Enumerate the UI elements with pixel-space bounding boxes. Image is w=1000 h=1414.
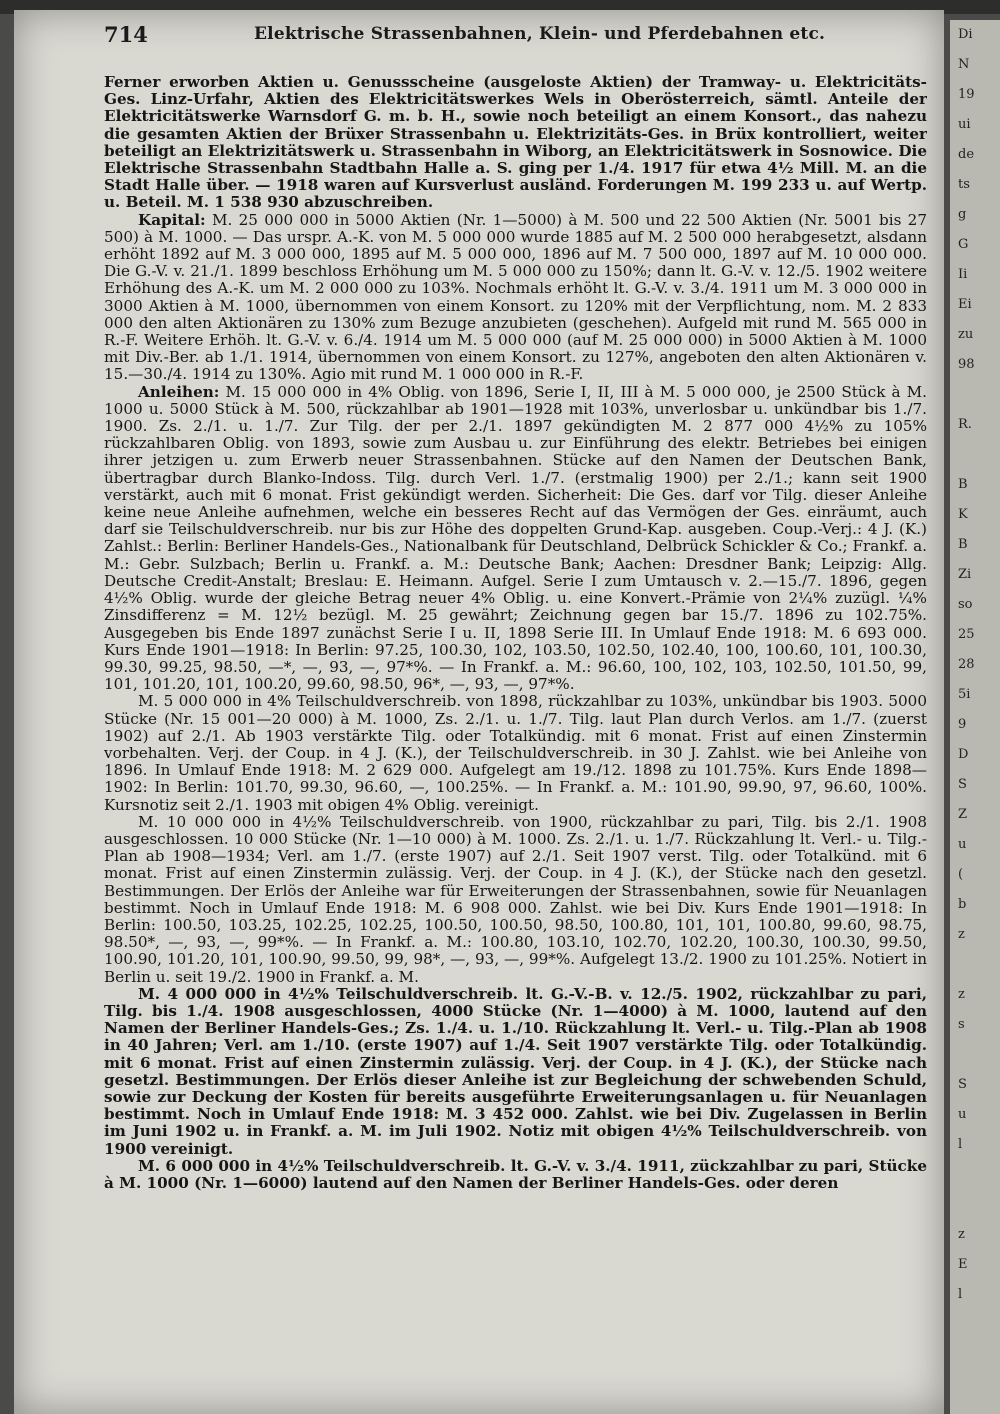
paragraph-loan-1902 <box>104 986 927 1158</box>
paragraph-text: M. 6 000 000 in 4½% Teilschuldverschreib. lt. G.-V. v. 3./4. 1911, zückzahlbar zu pari, Stücke à M. 1000 (Nr. 1—6000) lautend auf den Namen der Berliner Handels-Ges. oder deren <box>104 1156 927 1192</box>
paragraph-text: M. 25 000 000 in 5000 Aktien (Nr. 1—5000) à M. 500 und 22 500 Aktien (Nr. 5001 bis 27 500) à M. 1000. — Das urspr. A.-K. von M. 5 000 000 wurde 1885 auf M. 2 500 000 herabgesetzt, alsdann erhöht 1892 auf M. 3 000 000, 1895 auf M. 5 000 000, 1896 auf M. 7 500 000, 1897 auf M. 10 000 000. Die G.-V. v. 21./1. 1899 beschloss Erhöhung um M. 5 000 000 zu 150%; dann lt. G.-V. v. 12./5. 1902 weitere Erhöhung des A.-K. um M. 2 000 000 zu 103%. Nochmals erhöht lt. G.-V. v. 3./4. 1911 um M. 3 000 000 in 3000 Aktien à M. 1000, übernommen von einem Konsort. zu 120% mit der Verpflichtung, nom. M. 2 833 000 den alten Aktionären zu 130% zum Bezuge anzubieten (geschehen). Aufgeld mit rund M. 565 000 in R.-F. Weitere Erhöh. lt. G.-V. v. 6./4. 1914 um M. 5 000 000 (auf M. 25 000 000) in 5000 Aktien à M. 1000 mit Div.-Ber. ab 1./1. 1914, übernommen von einem Konsort. zu 127%, angeboten den alten Aktionären v. 15.—30./4. 1914 zu 130%. Agio mit rund M. 1 000 000 in R.-F. <box>104 210 927 384</box>
paragraph-loan-1898 <box>104 693 927 813</box>
paragraph-holdings <box>104 74 927 212</box>
section-heading-anleihen: Anleihen: <box>138 382 220 401</box>
document-page <box>14 10 944 1414</box>
paragraph-text: Ferner erworben Aktien u. Genussscheine (ausgeloste Aktien) der Tramway- u. Elektricitäts-Ges. Linz-Urfahr, Aktien des Elektricitätswerkes Wels in Oberösterreich, sämtl. Anteile der Elektricitätswerke Warnsdorf G. m. b. H., sowie noch beteiligt an einem Konsort., das nahezu die gesamten Aktien der Brüxer Strassenbahn u. Elektrizitäts-Ges. in Brüx kontrolliert, weiter beteiligt an Elektrizitätswerk u. Strassenbahn in Wiborg, an Elektricitätswerk in Sosnowice. Die Elektrische Strassenbahn Stadtbahn Halle a. S. ging per 1./4. 1917 für etwa 4½ Mill. M. an die Stadt Halle über. — 1918 waren auf Kursverlust ausländ. Forderungen M. 199 233 u. auf Wertp. u. Beteil. M. 1 538 930 abzuschreiben. <box>104 74 927 212</box>
page-header <box>104 16 934 50</box>
paragraph-text: M. 4 000 000 in 4½% Teilschuldverschreib. lt. G.-V.-B. v. 12./5. 1902, rückzahlbar zu pari, Tilg. bis 1./4. 1908 ausgeschlossen, 4000 Stücke (Nr. 1—4000) à M. 1000, lautend auf den Namen der Berliner Handels-Ges.; Zs. 1./4. u. 1./10. Rückzahlung lt. Verl.- u. Tilg.-Plan ab 1908 in 40 Jahren; Verl. am 1./10. (erste 1907) auf 1./4. Seit 1907 verstärkte Tilg. oder Totalkündig. mit 6 monat. Frist auf einen Zinstermin zulässig. Verj. der Coup. in 4 J. (K.), der Stücke nach gesetzl. Bestimmungen. Der Erlös dieser Anleihe ist zur Begleichung der schwebenden Schuld, sowie zur Deckung der Kosten für bereits ausgeführte Erweiterungsanlagen u. für Neuanlagen bestimmt. Noch in Umlauf Ende 1918: M. 3 452 000. Zahlst. wie bei Div. Zugelassen in Berlin im Juni 1902 u. in Frankf. a. M. im Juli 1902. Notiz mit obigen 4½% Teilschuldverschreib. von 1900 vereinigt. <box>104 984 927 1158</box>
paragraph-text: M. 10 000 000 in 4½% Teilschuldverschreib. von 1900, rückzahlbar zu pari, Tilg. bis 2./1. 1908 ausgeschlossen. 10 000 Stücke (Nr. 1—10 000) à M. 1000. Zs. 2./1. u. 1./7. Rückzahlung lt. Verl.- u. Tilg.-Plan ab 1908—1934; Verl. am 1./7. (erste 1907) auf 2./1. Seit 1907 verst. Tilg. oder Totalkünd. mit 6 monat. Frist auf einen Zinstermin zulässig. Verj. der Coup. in 4 J. (K.), der Stücke nach den gesetzl. Bestimmungen. Der Erlös der Anleihe war für Erweiterungen der Strassenbahnen, sowie für Neuanlagen bestimmt. Noch in Umlauf Ende 1918: M. 6 908 000. Zahlst. wie bei Div. Kurs Ende 1901—1918: In Berlin: 100.50, 103.25, 102.25, 102.25, 100.50, 100.50, 98.50, 100.80, 101, 101, 100.80, 99.60, 98.75, 98.50*, —, 93, —, 99*%. — In Frankf. a. M.: 100.80, 103.10, 102.70, 102.20, 100.30, 100.30, 99.50, 100.90, 101.20, 101, 100.90, 99.50, 99, 98*, —, 93, —, 99*%. Aufgelegt 13./2. 1900 zu 101.25%. Notiert in Berlin u. seit 19./2. 1900 in Frankf. a. M. <box>104 812 927 986</box>
body-text <box>104 74 927 1414</box>
running-title: Elektrische Strassenbahnen, Klein- und Pferdebahnen etc. <box>254 24 826 44</box>
facing-page-text-fragment: Di N 19 ui de ts g G Ii Ei zu 98 R. B K B Zi so 25 28 5i 9 D S Z u ( b z z s S u l z E l <box>958 27 975 1302</box>
paragraph-loan-1911 <box>104 1158 927 1192</box>
section-heading-kapital: Kapital: <box>138 210 206 229</box>
paragraph-loan-1900 <box>104 814 927 986</box>
paragraph-text: M. 15 000 000 in 4% Oblig. von 1896, Serie I, II, III à M. 5 000 000, je 2500 Stück à M. 1000 u. 5000 Stück à M. 500, rückzahlbar ab 1901—1928 mit 103%, unverlosbar u. unkündbar bis 1./7. 1900. Zs. 2./1. u. 1./7. Zur Tilg. der per 2./1. 1897 gekündigten M. 2 877 000 4½% zu 105% rückzahlbaren Oblig. von 1893, sowie zum Ausbau u. zur Einführung des elektr. Betriebes bei einigen ihrer jetzigen u. zum Erwerb neuer Strassenbahnen. Stücke auf den Namen der Deutschen Bank, übertragbar durch Blanko-Indoss. Tilg. durch Verl. 1./7. (erstmalig 1900) per 2./1.; kann seit 1900 verstärkt, auch mit 6 monat. Frist gekündigt werden. Sicherheit: Die Ges. darf vor Tilg. dieser Anleihe keine neue Anleihe aufnehmen, welche ein besseres Recht auf das Vermögen der Ges. einräumt, auch darf sie Teilschuldverschreib. nur bis zur Höhe des doppelten Grund-Kap. ausgeben. Coup.-Verj.: 4 J. (K.) Zahlst.: Berlin: Berliner Handels-Ges., Nationalbank für Deutschland, Delbrück Schickler & Co.; Frankf. a. M.: Gebr. Sulzbach; Berlin u. Frankf. a. M.: Deutsche Bank; Aachen: Dresdner Bank; Leipzig: Allg. Deutsche Credit-Anstalt; Breslau: E. Heimann. Aufgel. Serie I zum Umtausch v. 2.—15./7. 1896, gegen 4½% Oblig. wurde der gleiche Betrag neuer 4% Oblig. u. eine Konvert.-Prämie von 2¼% zuzügl. ¼% Zinsdifferenz = M. 12½ bezügl. M. 25 gewährt; Zeichnung gegen bar 15./7. 1896 zu 102.75%. Ausgegeben bis Ende 1897 zunächst Serie I u. II, 1898 Serie III. In Umlauf Ende 1918: M. 6 693 000. Kurs Ende 1901—1918: In Berlin: 97.25, 100.30, 102, 103.50, 102.50, 102.40, 100, 100.60, 101, 100.30, 99.30, 99.25, 98.50, —*, —, 93, —, 97*%. — In Frankf. a. M.: 96.60, 100, 102, 103, 102.50, 101.50, 99, 101, 101.20, 101, 100.20, 99.60, 98.50, 96*, —, 93, —, 97*%. <box>104 382 927 694</box>
paragraph-anleihen <box>104 384 927 694</box>
paragraph-kapital <box>104 212 927 384</box>
facing-page-margin <box>950 20 1000 1414</box>
paragraph-text: M. 5 000 000 in 4% Teilschuldverschreib. von 1898, rückzahlbar zu 103%, unkündbar bis 1903. 5000 Stücke (Nr. 15 001—20 000) à M. 1000, Zs. 2./1. u. 1./7. Tilg. laut Plan durch Verlos. am 1./7. (zuerst 1902) auf 2./1. Ab 1903 verstärkte Tilg. oder Totalkündig. mit 6 monat. Frist auf einen Zinstermin vorbehalten. Verj. der Coup. in 4 J. (K.), der Teilschuldverschreib. in 30 J. Zahlst. wie bei Anleihe von 1896. In Umlauf Ende 1918: M. 2 629 000. Aufgelegt am 19./12. 1898 zu 101.75%. Kurs Ende 1898—1902: In Berlin: 101.70, 99.30, 96.60, —, 100.25%. — In Frankf. a. M.: 101.90, 99.90, 97, 96.60, 100%. Kursnotiz seit 2./1. 1903 mit obigen 4% Oblig. vereinigt. <box>104 692 927 814</box>
page-number: 714 <box>104 22 148 47</box>
